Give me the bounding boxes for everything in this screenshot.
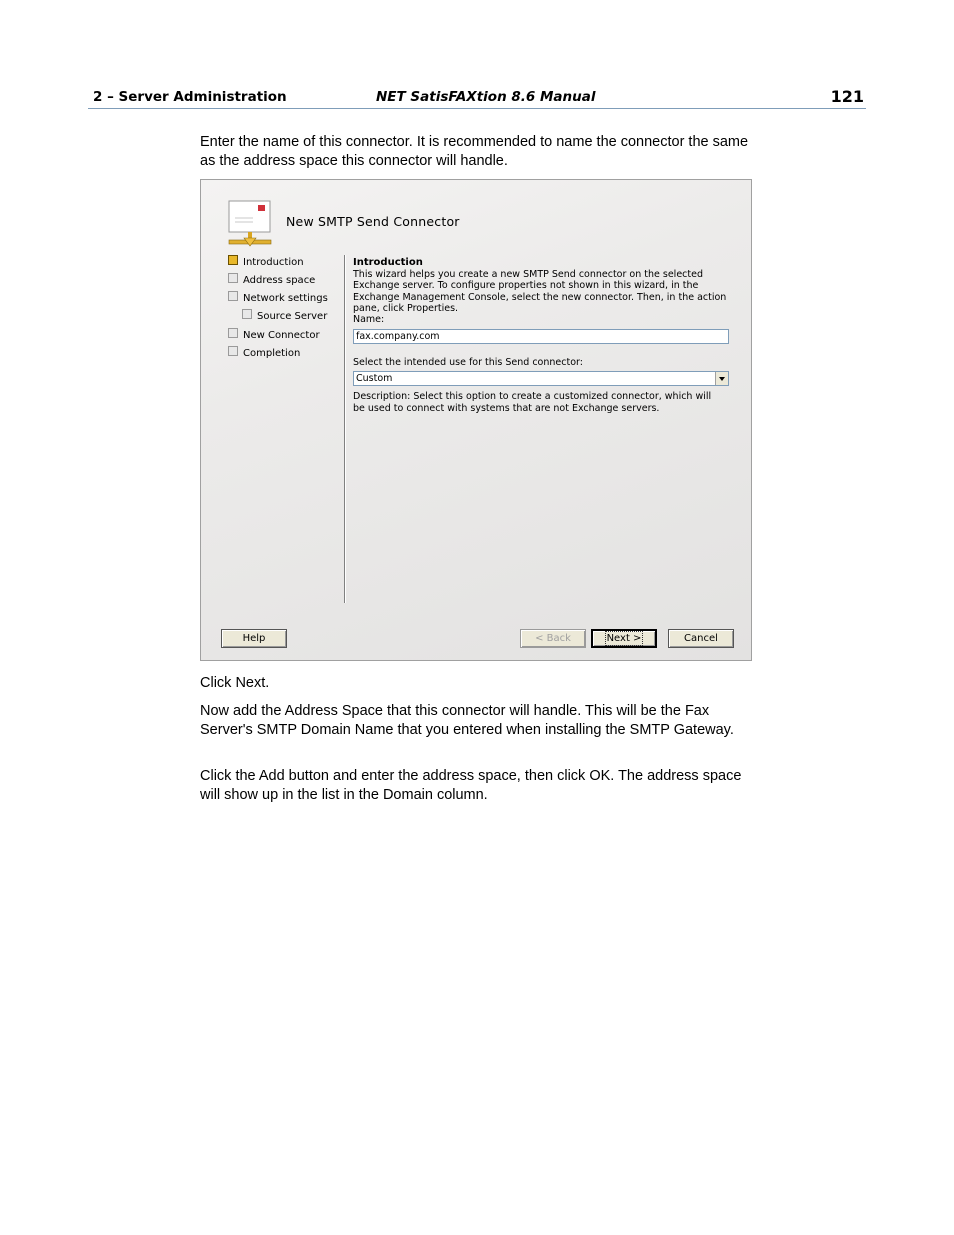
next-button[interactable] <box>591 629 657 648</box>
help-button[interactable]: Help <box>221 629 287 648</box>
step-status-icon <box>242 309 252 319</box>
intro-paragraph: Enter the name of this connector. It is recommended to name the connector the same as the address space this connector will handle. <box>200 134 749 169</box>
use-select-value: Custom <box>356 373 393 384</box>
step-label: Address space <box>243 275 316 286</box>
manual-title: NET SatisFAXtion 8.6 Manual <box>376 89 596 105</box>
step-new-connector[interactable] <box>228 330 320 344</box>
name-label: Name: <box>353 314 385 325</box>
step-source-server[interactable] <box>242 311 327 325</box>
paragraph-click-next: Click Next. <box>200 675 270 691</box>
page-number: 121 <box>830 87 864 106</box>
step-completion[interactable] <box>228 348 300 362</box>
cancel-button[interactable]: Cancel <box>668 629 734 648</box>
paragraph-address-space: Now add the Address Space that this connector will handle. This will be the Fax Server's SMTP Domain Name that you entered when installing the SMTP Gateway. <box>200 703 734 738</box>
step-status-icon <box>228 273 238 283</box>
step-label: Introduction <box>243 257 304 268</box>
step-status-icon <box>228 255 238 265</box>
use-label: Select the intended use for this Send connector: <box>353 357 583 368</box>
page-header <box>88 88 866 109</box>
section-text: This wizard helps you create a new SMTP Send connector on the selected Exchange server. To configure properties not shown in this wizard, in the Exchange Management Console, select the new connector. Then, in the action pane, click Properties. <box>353 268 727 314</box>
wizard-content <box>353 257 733 315</box>
step-status-icon <box>228 346 238 356</box>
step-label: Completion <box>243 348 301 359</box>
divider <box>344 255 346 603</box>
chevron-down-icon[interactable] <box>715 372 728 385</box>
chapter-title: 2 – Server Administration <box>93 89 287 105</box>
section-title: Introduction <box>353 257 423 268</box>
name-input[interactable]: fax.company.com <box>353 329 729 344</box>
send-connector-icon <box>227 200 273 248</box>
step-network-settings[interactable] <box>228 293 328 307</box>
wizard-dialog-screenshot <box>200 179 752 661</box>
use-select[interactable] <box>353 371 729 386</box>
step-label: New Connector <box>243 330 320 341</box>
step-address-space[interactable] <box>228 275 315 289</box>
paragraph-add-button: Click the Add button and enter the address space, then click OK. The address space will show up in the list in the Domain column. <box>200 768 742 803</box>
step-introduction[interactable] <box>228 257 304 271</box>
step-status-icon <box>228 291 238 301</box>
step-label: Network settings <box>243 293 328 304</box>
back-button[interactable]: < Back <box>520 629 586 648</box>
use-description: Description: Select this option to create a customized connector, which will be used to connect with systems that are not Exchange servers. <box>353 391 712 414</box>
step-label: Source Server <box>257 311 328 322</box>
next-button-label: Next > <box>606 633 642 644</box>
dialog-title: New SMTP Send Connector <box>286 214 460 229</box>
step-status-icon <box>228 328 238 338</box>
